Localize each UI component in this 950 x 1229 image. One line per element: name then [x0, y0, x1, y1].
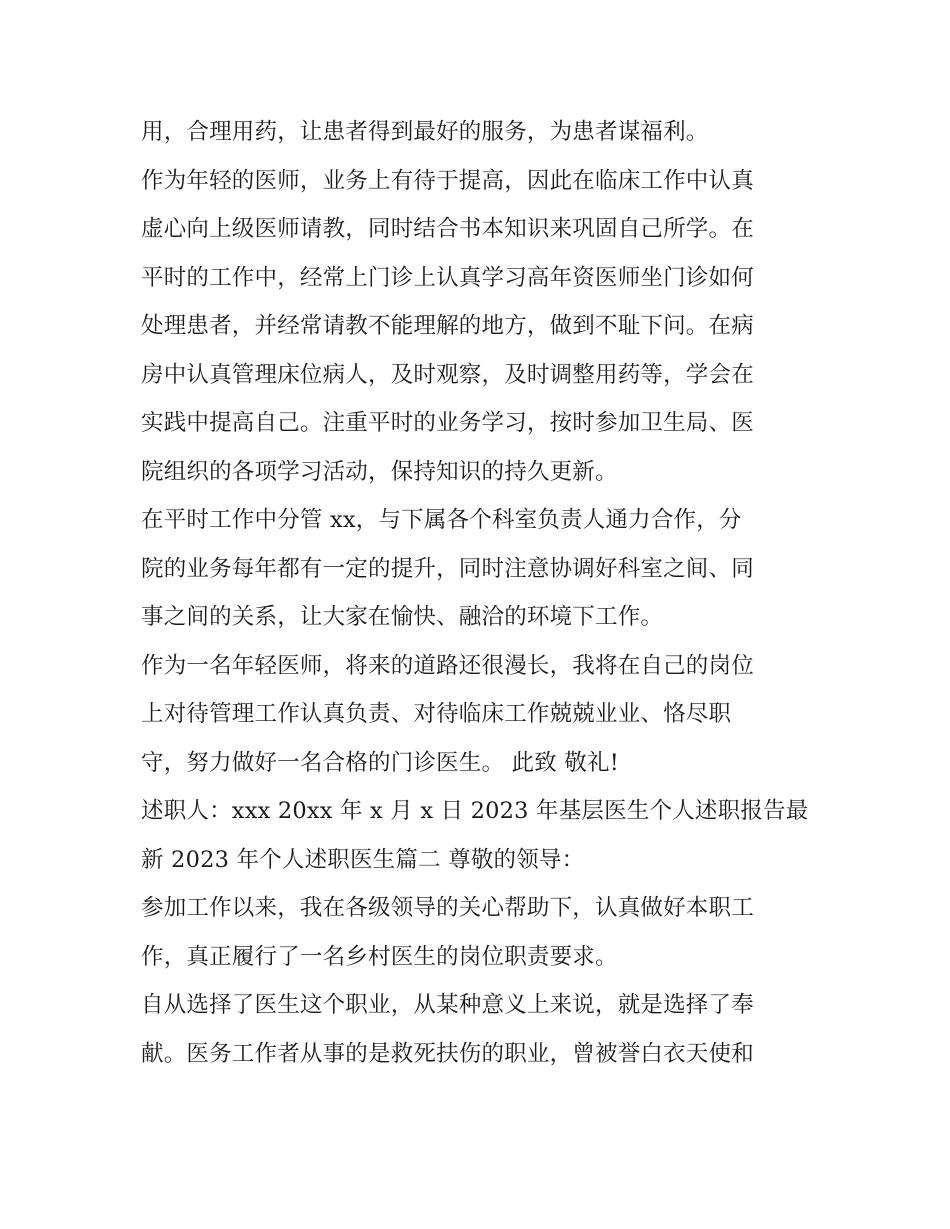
text-line: 上对待管理工作认真负责、对待临床工作兢兢业业、恪尽职 [141, 701, 732, 727]
text-line: 述职人：xxx 20xx 年 x 月 x 日 2023 年基层医生个人述职报告最 [141, 798, 809, 824]
body-text [141, 108, 821, 1078]
text-line: 虚心向上级医师请教，同时结合书本知识来巩固自己所学。在 [141, 216, 754, 242]
text-line: 平时的工作中，经常上门诊上认真学习高年资医师坐门诊如何 [141, 264, 754, 291]
text-line: 处理患者，并经常请教不能理解的地方，做到不耻下问。在病 [141, 313, 754, 339]
text-line: 用，合理用药，让患者得到最好的服务，为患者谋福利。 [141, 119, 709, 145]
text-line: 院组织的各项学习活动，保持知识的持久更新。 [141, 458, 618, 485]
text-line: 参加工作以来，我在各级领导的关心帮助下，认真做好本职工 [141, 895, 754, 921]
text-line: 事之间的关系，让大家在愉快、融洽的环境下工作。 [141, 604, 664, 630]
text-line: 新 2023 年个人述职医生篇二 尊敬的领导： [141, 846, 585, 873]
text-line: 作为年轻的医师，业务上有待于提高，因此在临床工作中认真 [141, 167, 754, 194]
text-line: 作，真正履行了一名乡村医生的岗位职责要求。 [141, 943, 618, 970]
text-line: 院的业务每年都有一定的提升，同时注意协调好科室之间、同 [141, 555, 754, 582]
text-line: 自从选择了医生这个职业，从某种意义上来说，就是选择了奉 [141, 992, 754, 1018]
text-line: 实践中提高自己。注重平时的业务学习，按时参加卫生局、医 [141, 410, 754, 436]
text-line: 在平时工作中分管 xx，与下属各个科室负责人通力合作，分 [141, 507, 742, 533]
text-line: 作为一名年轻医师，将来的道路还很漫长，我将在自己的岗位 [141, 652, 754, 679]
text-line: 守，努力做好一名合格的门诊医生。 此致 敬礼! [141, 749, 619, 776]
text-line: 献。医务工作者从事的是救死扶伤的职业，曾被誉白衣天使和 [141, 1040, 754, 1067]
text-line: 房中认真管理床位病人，及时观察，及时调整用药等，学会在 [141, 361, 754, 388]
